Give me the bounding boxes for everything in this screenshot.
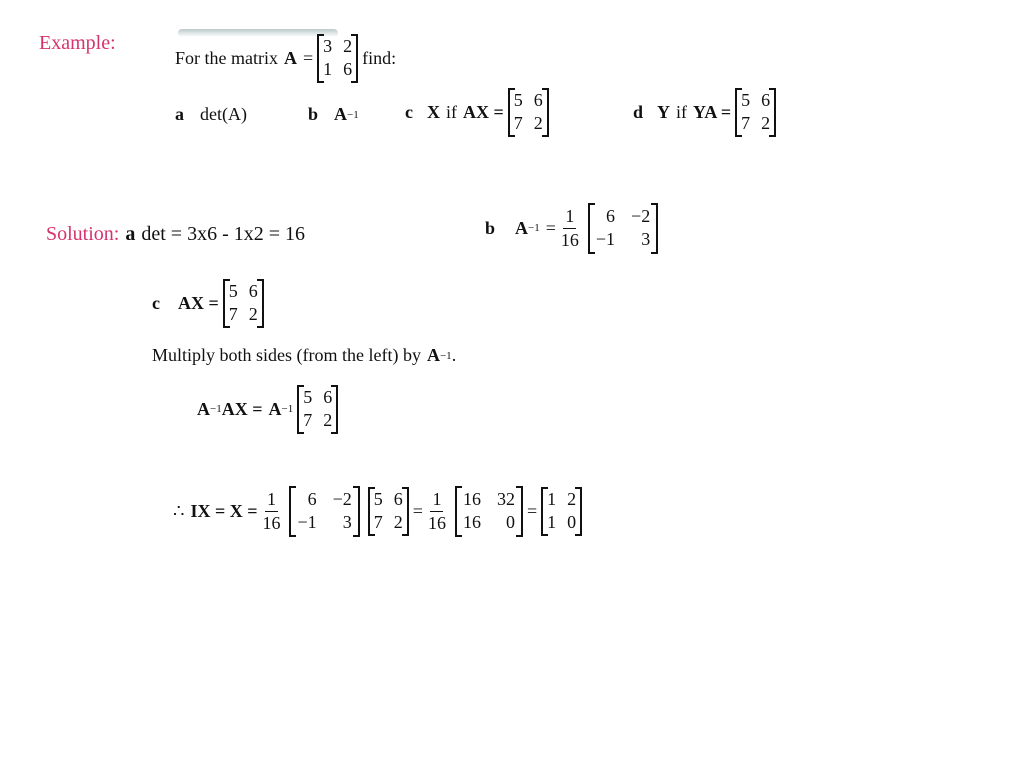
- matrix-cell: −2: [631, 206, 651, 226]
- inverse-exp: −1: [281, 403, 294, 416]
- multiply-instruction: [152, 345, 456, 366]
- ya-equation: YA =: [693, 101, 732, 122]
- matrix-cell: 6: [323, 387, 333, 407]
- if-text: if: [446, 101, 457, 122]
- fraction-denominator: 16: [560, 229, 579, 250]
- part-letter: b: [485, 217, 496, 238]
- matrix-cell: 16: [462, 489, 481, 509]
- matrix-cell: 1: [323, 58, 333, 79]
- matrix-cell: 7: [741, 112, 751, 133]
- matrix-cell: 6: [761, 90, 771, 110]
- matrix-cell: 7: [228, 303, 238, 324]
- matrix-cell: 2: [533, 112, 543, 133]
- part-letter: a: [175, 104, 184, 124]
- matrix-cell: −1: [297, 511, 317, 532]
- inverse-base: A: [334, 104, 348, 124]
- matrix-ax: [223, 279, 264, 328]
- matrix-cell: 5: [228, 281, 238, 301]
- matrix-cell: 3: [323, 36, 333, 56]
- matrix-cell: 1: [547, 489, 557, 509]
- therefore-symbol: ∴: [173, 500, 185, 521]
- inverse-base: A: [197, 398, 210, 419]
- part-c-question: [405, 88, 553, 137]
- example-label: Example:: [39, 32, 116, 54]
- x-symbol: X: [427, 101, 440, 122]
- ax-equation: AX =: [221, 398, 263, 419]
- ax-equation: AX =: [463, 101, 504, 122]
- matrix-ya: [735, 88, 776, 137]
- matrix-cell: 32: [496, 489, 515, 509]
- solution-part-b: [485, 203, 662, 254]
- determinant-text: det = 3x6 - 1x2 = 16: [141, 223, 306, 245]
- fraction-numerator: 1: [563, 207, 576, 229]
- inverse-base: A: [268, 398, 282, 419]
- matrix-cell: 2: [323, 409, 333, 430]
- matrix-rhs: [368, 487, 409, 536]
- part-letter: c: [405, 101, 413, 122]
- matrix-cell: 2: [248, 303, 258, 324]
- matrix-cell: 3: [342, 511, 352, 532]
- matrix-cell: 6: [343, 58, 353, 79]
- equals-sign: =: [302, 47, 314, 68]
- matrix-cell: 2: [343, 36, 353, 56]
- multiply-text: Multiply both sides (from the left) by: [152, 345, 421, 365]
- matrix-cell: 2: [761, 112, 771, 133]
- final-equation: [173, 486, 586, 537]
- matrix-cell: 16: [462, 511, 481, 532]
- matrix-cell: −1: [595, 228, 616, 249]
- matrix-cell: 7: [373, 511, 383, 532]
- fraction: [426, 490, 448, 533]
- inverse-exp: −1: [439, 349, 452, 362]
- problem-intro: For the matrix: [175, 47, 278, 68]
- find-text: find:: [362, 47, 397, 68]
- fraction-numerator: 1: [430, 490, 443, 512]
- matrix-cell: 3: [641, 228, 651, 249]
- period: .: [451, 345, 457, 365]
- part-letter: b: [308, 104, 319, 124]
- part-letter: a: [125, 223, 136, 245]
- result-matrix: [541, 487, 582, 536]
- matrix-cell: 6: [533, 90, 543, 110]
- solution-label: Solution:: [46, 223, 120, 245]
- matrix-a: [317, 34, 358, 83]
- inverse-exp: −1: [210, 403, 222, 416]
- inverse-matrix: [289, 486, 359, 537]
- part-a-question: [175, 104, 247, 125]
- solution-part-c-eq: [152, 279, 268, 328]
- product-matrix: [455, 486, 523, 537]
- part-letter: c: [152, 292, 160, 313]
- matrix-cell: 6: [606, 206, 616, 226]
- inverse-exp: −1: [347, 108, 359, 121]
- matrix-cell: 2: [393, 511, 403, 532]
- matrix-cell: 2: [567, 489, 577, 509]
- matrix-rhs: [297, 385, 338, 434]
- inverse-base: A: [515, 217, 529, 238]
- step-equation: [197, 385, 342, 434]
- matrix-cell: 7: [513, 112, 523, 133]
- matrix-cell: −2: [332, 489, 352, 509]
- matrix-cell: 6: [248, 281, 258, 301]
- y-symbol: Y: [657, 101, 671, 122]
- matrix-ax: [508, 88, 549, 137]
- fraction-denominator: 16: [262, 512, 281, 533]
- if-text: if: [676, 101, 688, 122]
- inverse-exp: −1: [528, 222, 540, 235]
- part-d-question: [633, 88, 780, 137]
- matrix-cell: 6: [393, 489, 403, 509]
- inverse-matrix: [588, 203, 658, 254]
- part-a-text: det(A): [200, 104, 247, 124]
- matrix-cell: 7: [303, 409, 313, 430]
- matrix-cell: 5: [513, 90, 523, 110]
- matrix-cell: 5: [373, 489, 383, 509]
- equals-sign: =: [526, 500, 538, 521]
- inverse-base: A: [426, 345, 440, 365]
- equals-sign: =: [545, 217, 556, 238]
- matrix-symbol-a: A: [283, 47, 297, 68]
- ix-equation: IX = X =: [190, 500, 258, 521]
- fraction: [559, 207, 581, 250]
- matrix-cell: 0: [505, 511, 515, 532]
- fraction-numerator: 1: [265, 490, 278, 512]
- equals-sign: =: [412, 500, 423, 521]
- matrix-cell: 1: [547, 511, 557, 532]
- fraction-denominator: 16: [427, 512, 446, 533]
- ax-equation: AX =: [178, 292, 219, 313]
- solution-line-a: [46, 223, 305, 246]
- matrix-cell: 0: [567, 511, 577, 532]
- matrix-cell: 5: [303, 387, 313, 407]
- matrix-cell: 5: [741, 90, 751, 110]
- problem-statement: [175, 34, 396, 83]
- matrix-cell: 6: [307, 489, 317, 509]
- part-b-question: [308, 104, 359, 125]
- fraction: [260, 490, 282, 533]
- part-letter: d: [633, 101, 644, 122]
